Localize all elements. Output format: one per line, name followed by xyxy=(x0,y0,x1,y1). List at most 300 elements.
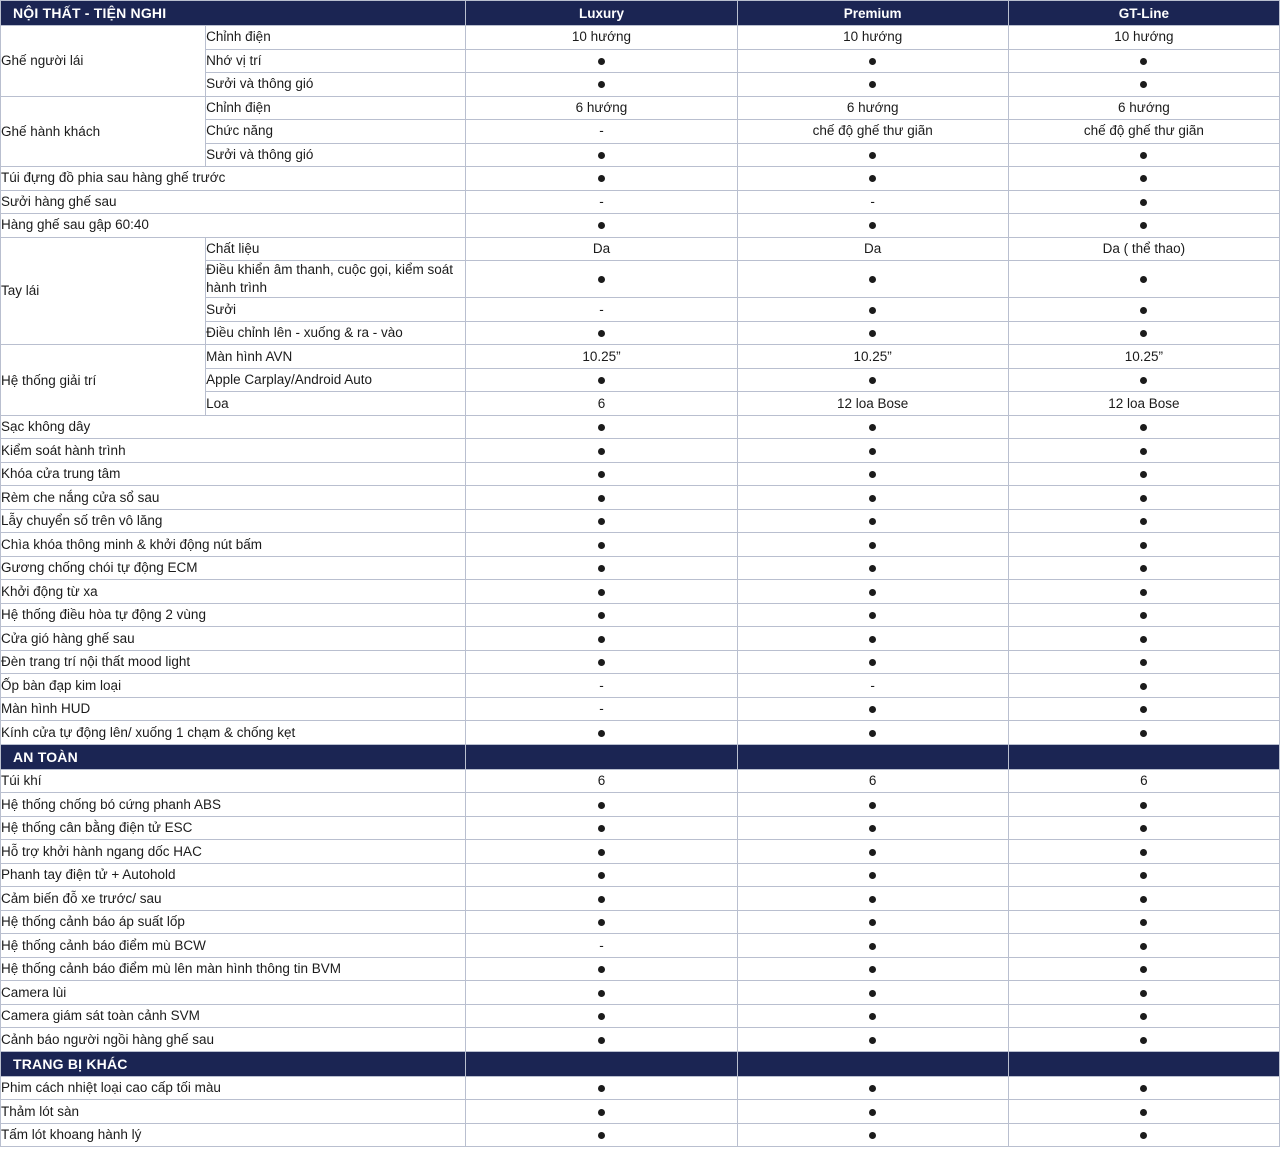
table-row xyxy=(1,863,1280,887)
available-dot-icon xyxy=(1140,730,1147,737)
trim-column-header: GT-Line xyxy=(1008,1,1279,26)
feature-label: Hỗ trợ khởi hành ngang dốc HAC xyxy=(1,840,466,864)
available-dot-icon xyxy=(869,706,876,713)
available-dot-icon xyxy=(1140,966,1147,973)
available-dot-icon xyxy=(869,872,876,879)
section-header-row xyxy=(1,1,1280,26)
available-dot-icon xyxy=(869,152,876,159)
spec-value-cell xyxy=(1008,674,1279,698)
available-dot-icon xyxy=(869,542,876,549)
spec-value-cell xyxy=(737,580,1008,604)
available-dot-icon xyxy=(598,919,605,926)
feature-label: Hệ thống cảnh báo áp suất lốp xyxy=(1,910,466,934)
feature-label: Thảm lót sàn xyxy=(1,1100,466,1124)
available-dot-icon xyxy=(598,471,605,478)
spec-value-cell: - xyxy=(737,190,1008,214)
spec-value-cell xyxy=(737,603,1008,627)
table-row xyxy=(1,627,1280,651)
table-row xyxy=(1,1076,1280,1100)
spec-value-cell xyxy=(737,143,1008,167)
spec-value-cell xyxy=(737,816,1008,840)
table-row xyxy=(1,697,1280,721)
table-row xyxy=(1,486,1280,510)
feature-label: Đèn trang trí nội thất mood light xyxy=(1,650,466,674)
spec-value-cell xyxy=(1008,486,1279,510)
available-dot-icon xyxy=(1140,896,1147,903)
spec-value-cell xyxy=(1008,509,1279,533)
section-title: NỘI THẤT - TIỆN NGHI xyxy=(1,1,466,26)
spec-value-cell xyxy=(1008,863,1279,887)
section-header-filler xyxy=(737,1051,1008,1076)
spec-value-cell: 6 hướng xyxy=(466,96,737,120)
available-dot-icon xyxy=(1140,1132,1147,1139)
available-dot-icon xyxy=(598,565,605,572)
spec-value-cell xyxy=(1008,73,1279,97)
table-row xyxy=(1,96,1280,120)
available-dot-icon xyxy=(1140,222,1147,229)
section-title: TRANG BỊ KHÁC xyxy=(1,1051,466,1076)
available-dot-icon xyxy=(869,424,876,431)
spec-value-cell xyxy=(1008,887,1279,911)
spec-value-cell xyxy=(1008,816,1279,840)
spec-value-cell xyxy=(466,533,737,557)
available-dot-icon xyxy=(1140,175,1147,182)
feature-label: Chức năng xyxy=(206,120,466,144)
spec-value-cell: 10 hướng xyxy=(737,26,1008,50)
trim-column-header: Luxury xyxy=(466,1,737,26)
spec-value-cell xyxy=(737,793,1008,817)
available-dot-icon xyxy=(869,849,876,856)
available-dot-icon xyxy=(869,1132,876,1139)
available-dot-icon xyxy=(598,896,605,903)
spec-value-cell xyxy=(466,650,737,674)
available-dot-icon xyxy=(1140,706,1147,713)
spec-value-cell xyxy=(737,957,1008,981)
spec-value-cell xyxy=(466,1076,737,1100)
available-dot-icon xyxy=(598,1132,605,1139)
feature-label: Sưởi và thông gió xyxy=(206,143,466,167)
table-row xyxy=(1,1004,1280,1028)
spec-value-cell xyxy=(737,910,1008,934)
spec-value-cell xyxy=(466,486,737,510)
table-row xyxy=(1,214,1280,238)
spec-value-cell: 6 xyxy=(466,392,737,416)
available-dot-icon xyxy=(1140,81,1147,88)
spec-value-cell xyxy=(1008,298,1279,322)
available-dot-icon xyxy=(598,730,605,737)
available-dot-icon xyxy=(869,612,876,619)
feature-label: Ốp bàn đạp kim loại xyxy=(1,674,466,698)
spec-value-cell xyxy=(466,603,737,627)
available-dot-icon xyxy=(869,565,876,572)
table-row xyxy=(1,910,1280,934)
spec-value-cell: 6 hướng xyxy=(1008,96,1279,120)
available-dot-icon xyxy=(869,919,876,926)
available-dot-icon xyxy=(1140,152,1147,159)
spec-value-cell xyxy=(1008,650,1279,674)
feature-label: Điều khiển âm thanh, cuộc gọi, kiểm soát hành trình xyxy=(206,261,466,298)
table-row xyxy=(1,674,1280,698)
feature-label: Sạc không dây xyxy=(1,415,466,439)
spec-value-cell xyxy=(737,214,1008,238)
spec-value-cell xyxy=(737,1123,1008,1147)
feature-label: Màn hình AVN xyxy=(206,345,466,369)
available-dot-icon xyxy=(598,659,605,666)
table-row xyxy=(1,237,1280,261)
feature-label: Hệ thống cảnh báo điểm mù BCW xyxy=(1,934,466,958)
feature-label: Apple Carplay/Android Auto xyxy=(206,368,466,392)
feature-group-label: Ghế hành khách xyxy=(1,96,206,167)
available-dot-icon xyxy=(1140,872,1147,879)
feature-label: Cảm biến đỗ xe trước/ sau xyxy=(1,887,466,911)
spec-value-cell xyxy=(1008,1004,1279,1028)
feature-label: Chất liệu xyxy=(206,237,466,261)
spec-value-cell xyxy=(737,981,1008,1005)
available-dot-icon xyxy=(1140,990,1147,997)
section-header-filler xyxy=(737,744,1008,769)
table-row xyxy=(1,1123,1280,1147)
available-dot-icon xyxy=(598,518,605,525)
spec-value-cell xyxy=(466,816,737,840)
available-dot-icon xyxy=(598,612,605,619)
spec-value-cell: 6 xyxy=(1008,769,1279,793)
spec-value-cell xyxy=(737,73,1008,97)
feature-label: Lẫy chuyển số trên vô lăng xyxy=(1,509,466,533)
available-dot-icon xyxy=(1140,542,1147,549)
spec-value-cell xyxy=(1008,721,1279,745)
available-dot-icon xyxy=(1140,448,1147,455)
feature-label: Khởi động từ xa xyxy=(1,580,466,604)
spec-value-cell: - xyxy=(466,697,737,721)
available-dot-icon xyxy=(1140,58,1147,65)
spec-value-cell xyxy=(1008,368,1279,392)
available-dot-icon xyxy=(598,1085,605,1092)
table-row xyxy=(1,439,1280,463)
spec-value-cell: 6 xyxy=(466,769,737,793)
available-dot-icon xyxy=(869,58,876,65)
table-row xyxy=(1,462,1280,486)
spec-value-cell xyxy=(466,863,737,887)
table-row xyxy=(1,345,1280,369)
spec-value-cell xyxy=(466,1028,737,1052)
spec-value-cell: Da xyxy=(466,237,737,261)
table-row xyxy=(1,509,1280,533)
spec-value-cell xyxy=(737,261,1008,298)
section-header-filler xyxy=(1008,744,1279,769)
table-row xyxy=(1,580,1280,604)
table-row xyxy=(1,603,1280,627)
spec-value-cell xyxy=(1008,934,1279,958)
section-header-filler xyxy=(466,1051,737,1076)
available-dot-icon xyxy=(1140,495,1147,502)
table-row xyxy=(1,415,1280,439)
available-dot-icon xyxy=(869,330,876,337)
spec-value-cell xyxy=(737,49,1008,73)
table-row xyxy=(1,556,1280,580)
available-dot-icon xyxy=(598,589,605,596)
available-dot-icon xyxy=(869,222,876,229)
feature-label: Phanh tay điện tử + Autohold xyxy=(1,863,466,887)
spec-value-cell xyxy=(466,556,737,580)
spec-value-cell xyxy=(466,167,737,191)
spec-value-cell: Da ( thể thao) xyxy=(1008,237,1279,261)
available-dot-icon xyxy=(1140,1037,1147,1044)
available-dot-icon xyxy=(1140,683,1147,690)
spec-value-cell xyxy=(737,533,1008,557)
table-row xyxy=(1,981,1280,1005)
spec-value-cell xyxy=(466,73,737,97)
available-dot-icon xyxy=(598,542,605,549)
spec-value-cell xyxy=(737,556,1008,580)
table-row xyxy=(1,887,1280,911)
feature-label: Màn hình HUD xyxy=(1,697,466,721)
available-dot-icon xyxy=(869,1037,876,1044)
spec-value-cell xyxy=(1008,840,1279,864)
feature-label: Hệ thống cân bằng điện tử ESC xyxy=(1,816,466,840)
spec-value-cell: 10 hướng xyxy=(1008,26,1279,50)
spec-value-cell: 10.25” xyxy=(1008,345,1279,369)
spec-value-cell xyxy=(737,934,1008,958)
section-header-filler xyxy=(466,744,737,769)
trim-column-header: Premium xyxy=(737,1,1008,26)
feature-label: Hàng ghế sau gập 60:40 xyxy=(1,214,466,238)
spec-value-cell xyxy=(1008,957,1279,981)
spec-value-cell: - xyxy=(466,190,737,214)
feature-label: Túi đựng đồ phia sau hàng ghế trước xyxy=(1,167,466,191)
feature-label: Hệ thống điều hòa tự động 2 vùng xyxy=(1,603,466,627)
feature-label: Cảnh báo người ngồi hàng ghế sau xyxy=(1,1028,466,1052)
spec-value-cell xyxy=(466,368,737,392)
available-dot-icon xyxy=(1140,330,1147,337)
feature-label: Nhớ vị trí xyxy=(206,49,466,73)
feature-label: Chỉnh điện xyxy=(206,96,466,120)
feature-label: Chỉnh điện xyxy=(206,26,466,50)
spec-value-cell xyxy=(1008,143,1279,167)
spec-value-cell xyxy=(1008,462,1279,486)
spec-value-cell: 10.25” xyxy=(466,345,737,369)
spec-value-cell xyxy=(1008,1100,1279,1124)
table-row xyxy=(1,190,1280,214)
feature-label: Gương chống chói tự động ECM xyxy=(1,556,466,580)
table-row xyxy=(1,793,1280,817)
spec-value-cell xyxy=(466,462,737,486)
spec-value-cell xyxy=(737,1028,1008,1052)
spec-value-cell xyxy=(1008,533,1279,557)
table-row xyxy=(1,167,1280,191)
feature-label: Loa xyxy=(206,392,466,416)
available-dot-icon xyxy=(869,1013,876,1020)
available-dot-icon xyxy=(1140,825,1147,832)
available-dot-icon xyxy=(869,990,876,997)
available-dot-icon xyxy=(1140,199,1147,206)
spec-value-cell xyxy=(466,1100,737,1124)
spec-value-cell: chế độ ghế thư giãn xyxy=(737,120,1008,144)
available-dot-icon xyxy=(1140,377,1147,384)
feature-group-label: Tay lái xyxy=(1,237,206,345)
spec-value-cell: - xyxy=(466,674,737,698)
feature-label: Rèm che nắng cửa sổ sau xyxy=(1,486,466,510)
spec-value-cell: - xyxy=(466,298,737,322)
available-dot-icon xyxy=(1140,307,1147,314)
available-dot-icon xyxy=(598,1037,605,1044)
feature-label: Khóa cửa trung tâm xyxy=(1,462,466,486)
spec-value-cell: 10.25” xyxy=(737,345,1008,369)
spec-value-cell: - xyxy=(466,120,737,144)
feature-group-label: Ghế người lái xyxy=(1,26,206,97)
table-row xyxy=(1,769,1280,793)
spec-value-cell xyxy=(737,439,1008,463)
spec-value-cell xyxy=(1008,190,1279,214)
spec-value-cell xyxy=(737,321,1008,345)
spec-value-cell xyxy=(466,1004,737,1028)
spec-value-cell xyxy=(1008,981,1279,1005)
table-row xyxy=(1,533,1280,557)
spec-value-cell xyxy=(737,298,1008,322)
spec-value-cell xyxy=(466,214,737,238)
table-row xyxy=(1,1028,1280,1052)
table-row xyxy=(1,840,1280,864)
feature-label: Chìa khóa thông minh & khởi động nút bấm xyxy=(1,533,466,557)
spec-value-cell xyxy=(737,462,1008,486)
available-dot-icon xyxy=(1140,518,1147,525)
available-dot-icon xyxy=(1140,471,1147,478)
section-title: AN TOÀN xyxy=(1,744,466,769)
spec-value-cell: Da xyxy=(737,237,1008,261)
spec-value-cell xyxy=(466,415,737,439)
available-dot-icon xyxy=(598,330,605,337)
available-dot-icon xyxy=(598,1109,605,1116)
available-dot-icon xyxy=(598,825,605,832)
available-dot-icon xyxy=(1140,636,1147,643)
available-dot-icon xyxy=(598,448,605,455)
available-dot-icon xyxy=(598,175,605,182)
feature-label: Kính cửa tự động lên/ xuống 1 chạm & chống kẹt xyxy=(1,721,466,745)
spec-value-cell: 12 loa Bose xyxy=(1008,392,1279,416)
spec-value-cell xyxy=(466,840,737,864)
spec-value-cell xyxy=(737,486,1008,510)
available-dot-icon xyxy=(598,58,605,65)
spec-value-cell xyxy=(1008,627,1279,651)
available-dot-icon xyxy=(598,872,605,879)
section-header-filler xyxy=(1008,1051,1279,1076)
available-dot-icon xyxy=(869,377,876,384)
available-dot-icon xyxy=(869,730,876,737)
spec-value-cell xyxy=(1008,167,1279,191)
spec-value-cell xyxy=(737,1004,1008,1028)
spec-value-cell xyxy=(1008,439,1279,463)
spec-value-cell: 10 hướng xyxy=(466,26,737,50)
spec-value-cell: chế độ ghế thư giãn xyxy=(1008,120,1279,144)
spec-value-cell xyxy=(466,49,737,73)
feature-label: Sưởi và thông gió xyxy=(206,73,466,97)
table-row xyxy=(1,650,1280,674)
available-dot-icon xyxy=(598,276,605,283)
spec-value-cell xyxy=(466,910,737,934)
spec-value-cell xyxy=(1008,697,1279,721)
available-dot-icon xyxy=(598,990,605,997)
feature-label: Cửa gió hàng ghế sau xyxy=(1,627,466,651)
spec-value-cell xyxy=(737,167,1008,191)
spec-value-cell xyxy=(466,1123,737,1147)
spec-value-cell xyxy=(1008,321,1279,345)
spec-value-cell xyxy=(1008,214,1279,238)
available-dot-icon xyxy=(1140,424,1147,431)
feature-label: Sưởi xyxy=(206,298,466,322)
spec-value-cell xyxy=(737,840,1008,864)
table-row xyxy=(1,721,1280,745)
spec-value-cell xyxy=(737,650,1008,674)
available-dot-icon xyxy=(869,636,876,643)
spec-value-cell xyxy=(1008,415,1279,439)
available-dot-icon xyxy=(598,222,605,229)
spec-value-cell xyxy=(737,1076,1008,1100)
spec-value-cell xyxy=(466,793,737,817)
spec-value-cell xyxy=(466,439,737,463)
feature-label: Camera lùi xyxy=(1,981,466,1005)
table-row xyxy=(1,957,1280,981)
spec-value-cell xyxy=(466,143,737,167)
available-dot-icon xyxy=(598,81,605,88)
available-dot-icon xyxy=(1140,919,1147,926)
spec-value-cell: 6 hướng xyxy=(737,96,1008,120)
spec-value-cell xyxy=(466,509,737,533)
spec-value-cell xyxy=(737,368,1008,392)
spec-value-cell xyxy=(466,887,737,911)
spec-value-cell xyxy=(466,981,737,1005)
available-dot-icon xyxy=(1140,659,1147,666)
spec-value-cell xyxy=(737,627,1008,651)
available-dot-icon xyxy=(869,495,876,502)
spec-value-cell xyxy=(1008,1076,1279,1100)
section-header-row xyxy=(1,744,1280,769)
spec-value-cell xyxy=(737,721,1008,745)
feature-label: Hệ thống chống bó cứng phanh ABS xyxy=(1,793,466,817)
available-dot-icon xyxy=(1140,802,1147,809)
spec-value-cell xyxy=(1008,603,1279,627)
spec-value-cell: 12 loa Bose xyxy=(737,392,1008,416)
available-dot-icon xyxy=(869,1085,876,1092)
available-dot-icon xyxy=(598,424,605,431)
spec-value-cell xyxy=(466,321,737,345)
available-dot-icon xyxy=(598,495,605,502)
available-dot-icon xyxy=(1140,1013,1147,1020)
feature-label: Điều chỉnh lên - xuống & ra - vào xyxy=(206,321,466,345)
available-dot-icon xyxy=(598,849,605,856)
spec-value-cell xyxy=(737,509,1008,533)
table-row xyxy=(1,816,1280,840)
spec-value-cell xyxy=(1008,910,1279,934)
spec-value-cell xyxy=(466,721,737,745)
available-dot-icon xyxy=(869,276,876,283)
available-dot-icon xyxy=(869,448,876,455)
available-dot-icon xyxy=(1140,589,1147,596)
spec-value-cell xyxy=(1008,49,1279,73)
available-dot-icon xyxy=(598,1013,605,1020)
spec-value-cell xyxy=(737,697,1008,721)
feature-label: Sưởi hàng ghế sau xyxy=(1,190,466,214)
available-dot-icon xyxy=(869,81,876,88)
feature-group-label: Hệ thống giải trí xyxy=(1,345,206,416)
spec-value-cell xyxy=(737,863,1008,887)
available-dot-icon xyxy=(869,1109,876,1116)
spec-value-cell: 6 xyxy=(737,769,1008,793)
spec-value-cell xyxy=(1008,261,1279,298)
available-dot-icon xyxy=(1140,565,1147,572)
available-dot-icon xyxy=(1140,1085,1147,1092)
feature-label: Túi khí xyxy=(1,769,466,793)
available-dot-icon xyxy=(1140,276,1147,283)
spec-value-cell xyxy=(466,580,737,604)
